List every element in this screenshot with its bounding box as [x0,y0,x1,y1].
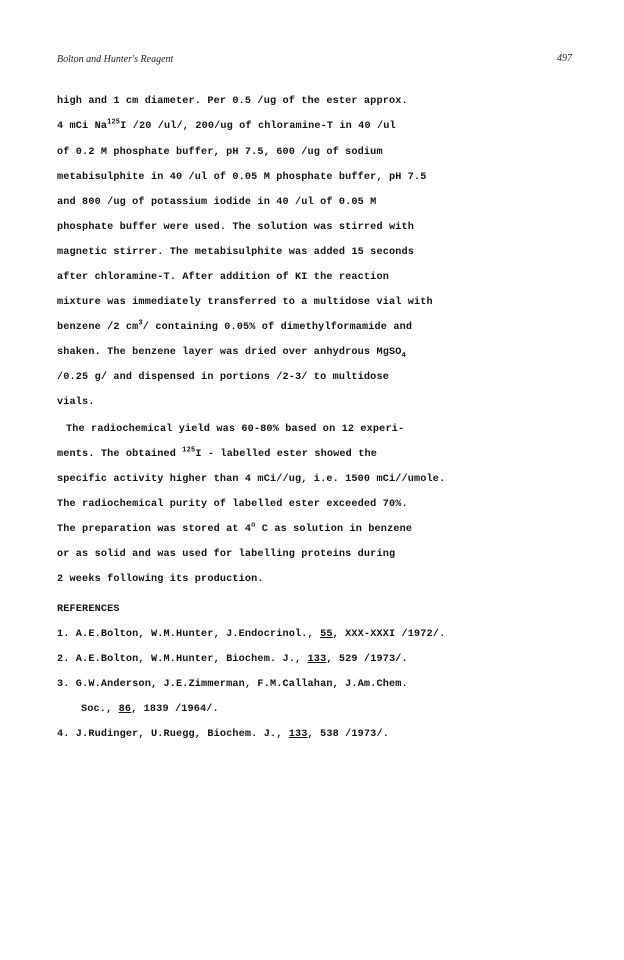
text-line: and 800 /ug of potassium iodide in 40 /ul of 0.05 M [57,197,377,208]
text-line: or as solid and was used for labelling proteins during [57,549,396,560]
text-line: magnetic stirrer. The metabisulphite was added 15 seconds [57,247,415,258]
reference-item: 3. G.W.Anderson, J.E.Zimmerman, F.M.Callahan, J.Am.Chem. [57,679,408,690]
text-line: phosphate buffer were used. The solution was stirred with [57,222,415,233]
reference-item: 2. A.E.Bolton, W.M.Hunter, Biochem. J., 133, 529 /1973/. [57,654,408,665]
text-line: after chloramine-T. After addition of KI the reaction [57,272,389,283]
text-line: benzene /2 $cm^3/$ containing 0.05% of dimethylformamide and [57,319,413,333]
text-line: metabisulphite in 40 /ul of 0.05 M phosphate buffer, pH 7.5 [57,172,427,183]
running-title: Bolton and Hunter's Reagent [57,54,174,65]
text-line: The radiochemical yield was 60-80% based on 12 experi- [66,424,405,435]
references-heading: REFERENCES [57,604,120,615]
text-line: 4 mCi Na$^{125}$I /20 /ul/, 200/ug of chloramine-T in 40 /ul [57,118,396,132]
text-line: high and 1 cm diameter. Per 0.5 /ug of the ester approx. [57,96,408,107]
text-line: of 0.2 M phosphate buffer, pH 7.5, 600 /ug of sodium [57,147,383,158]
text-line: The radiochemical purity of labelled ester exceeded 70%. [57,499,408,510]
text-line: 2 weeks following its production. [57,574,264,585]
reference-item: 4. J.Rudinger, U.Ruegg, Biochem. J., 133, 538 /1973/. [57,729,389,740]
page-number: 497 [557,53,572,64]
text-line: mixture was immediately transferred to a multidose vial with [57,297,433,308]
text-line: The preparation was stored at 4$^o$ C as solution in benzene [57,521,413,535]
text-line: vials. [57,397,95,408]
text-line: specific activity higher than 4 mCi//ug, i.e. 1500 mCi//umole. [57,474,446,485]
text-line: /0.25 g/ and dispensed in portions /2-3/ to multidose [57,372,389,383]
text-line: shaken. The benzene layer was dried over anhydrous MgSO$_4$ [57,347,406,361]
text-line: ments. The obtained $^{125}$I - labelled ester showed the [57,446,377,460]
reference-item: 1. A.E.Bolton, W.M.Hunter, J.Endocrinol., 55, XXX-XXXI /1972/. [57,629,446,640]
reference-item-continued: Soc., 86, 1839 /1964/. [81,704,219,715]
